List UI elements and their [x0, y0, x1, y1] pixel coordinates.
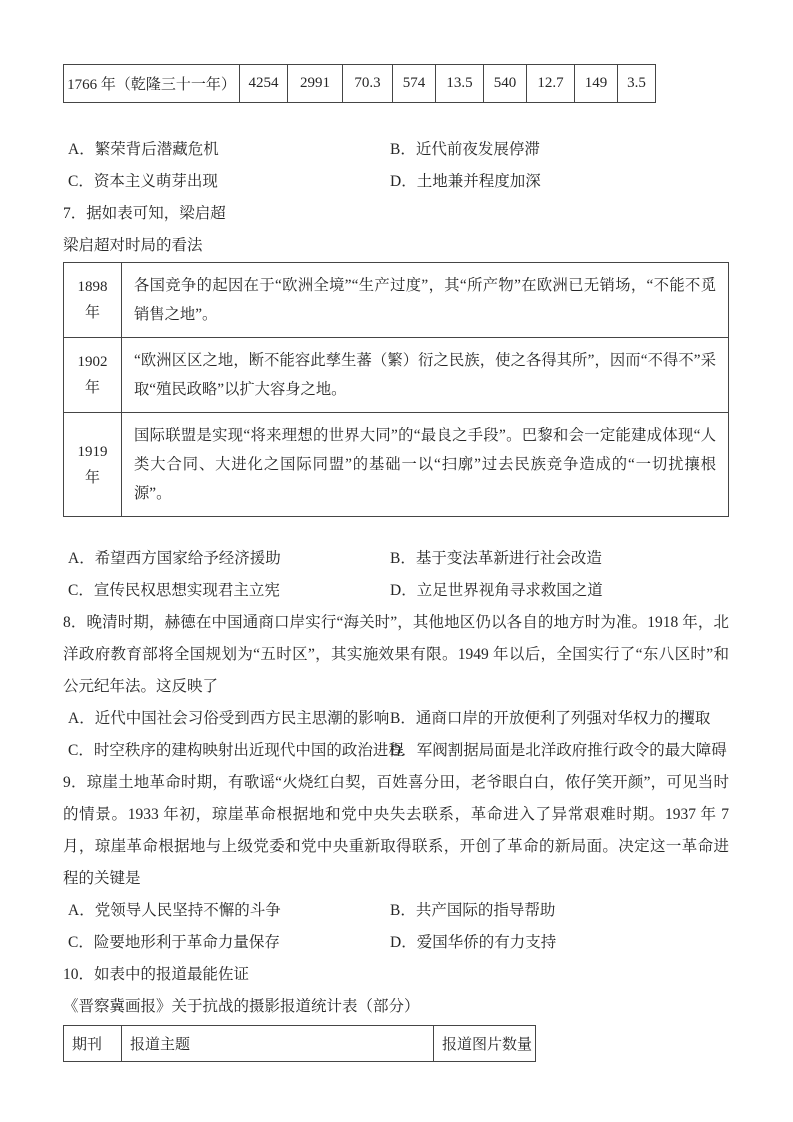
question-9-options	[63, 895, 729, 959]
table-cell-text: 国际联盟是实现“将来理想的世界大同”的“最良之手段”。巴黎和会一定能建成体现“人类大合同、大进化之国际同盟”的基础一以“扫廓”过去民族竞争造成的“一切扰攘根源”。	[122, 413, 729, 517]
option-d: D．土地兼并程度加深	[390, 173, 541, 190]
table-row	[64, 413, 729, 517]
table-cell-year: 1902 年	[64, 338, 122, 413]
table-cell: 149	[575, 65, 618, 103]
option-a: A．近代中国社会习俗受到西方民主思潮的影响	[68, 710, 390, 727]
option-d: D．爱国华侨的有力支持	[390, 934, 557, 951]
table-cell: 4254	[240, 65, 288, 103]
question-8-stem: 8．晚清时期，赫德在中国通商口岸实行“海关时”，其他地区仍以各自的地方时为准。1918 年，北洋政府教育部将全国规划为“五时区”，其实施效果有限。1949 年以后，全国实行了“东八区时”和公元纪年法。这反映了	[63, 614, 729, 695]
table-cell: 3.5	[618, 65, 656, 103]
question-7-stem: 7．据如表可知，梁启超	[63, 205, 226, 222]
report-table-title: 《晋察冀画报》关于抗战的摄影报道统计表（部分）	[63, 998, 420, 1015]
option-c: C．资本主义萌芽出现	[68, 173, 218, 190]
table-row	[64, 65, 656, 103]
question-8-options	[63, 703, 729, 767]
table-cell-text: “欧洲区区之地，断不能容此孳生蕃（繁）衍之民族，使之各得其所”，因而“不得不”采取“殖民政略”以扩大容身之地。	[122, 338, 729, 413]
option-d: D．立足世界视角寻求救国之道	[390, 582, 603, 599]
option-c: C．险要地形利于革命力量保存	[68, 934, 280, 951]
option-c: C．宣传民权思想实现君主立宪	[68, 582, 280, 599]
table-cell-year: 1919 年	[64, 413, 122, 517]
header-cell-topic: 报道主题	[122, 1026, 434, 1062]
question-9-stem: 9．琼崖土地革命时期，有歌谣“火烧红白契，百姓喜分田，老爷眼白白，侬仔笑开颜”，可见当时的情景。1933 年初，琼崖革命根据地和党中央失去联系，革命进入了异常艰难时期。1937 年 7 月，琼崖革命根据地与上级党委和党中央重新取得联系，开创了革命的新局面。决定这一革命进程的关键是	[63, 774, 729, 887]
header-cell-count: 报道图片数量	[434, 1026, 536, 1062]
option-b: B．基于变法革新进行社会改造	[390, 550, 602, 567]
table-header-row	[64, 1026, 536, 1062]
photo-report-stats-table	[63, 1025, 536, 1062]
table-cell-text: 各国竞争的起因在于“欧洲全境”“生产过度”，其“所产物”在欧洲已无销场，“不能不觅销售之地”。	[122, 263, 729, 338]
table-row	[64, 338, 729, 413]
table-cell: 574	[393, 65, 436, 103]
option-c: C．时空秩序的建构映射出近现代中国的政治进程	[68, 742, 404, 759]
option-b: B．通商口岸的开放便利了列强对华权力的攫取	[390, 710, 711, 727]
question-6-options	[63, 134, 729, 198]
table-cell: 540	[484, 65, 527, 103]
table-cell-year: 1898 年	[64, 263, 122, 338]
table-row	[64, 263, 729, 338]
question-10-stem: 10．如表中的报道最能佐证	[63, 966, 250, 983]
option-a: A．繁荣背后潜藏危机	[68, 141, 219, 158]
header-cell-journal: 期刊	[64, 1026, 122, 1062]
table-cell: 12.7	[527, 65, 575, 103]
table-cell: 70.3	[343, 65, 393, 103]
table-cell: 13.5	[436, 65, 484, 103]
option-b: B．共产国际的指导帮助	[390, 902, 556, 919]
liang-table-title: 梁启超对时局的看法	[63, 237, 203, 254]
option-d: D．军阀割据局面是北洋政府推行政令的最大障碍	[390, 742, 727, 759]
table-cell-year: 1766 年（乾隆三十一年）	[64, 65, 240, 103]
table-cell: 2991	[288, 65, 343, 103]
population-data-table-fragment	[63, 64, 656, 103]
option-b: B．近代前夜发展停滞	[390, 141, 540, 158]
question-7-options	[63, 543, 729, 607]
option-a: A．党领导人民坚持不懈的斗争	[68, 902, 281, 919]
option-a: A．希望西方国家给予经济援助	[68, 550, 281, 567]
liangqichao-views-table	[63, 262, 729, 517]
